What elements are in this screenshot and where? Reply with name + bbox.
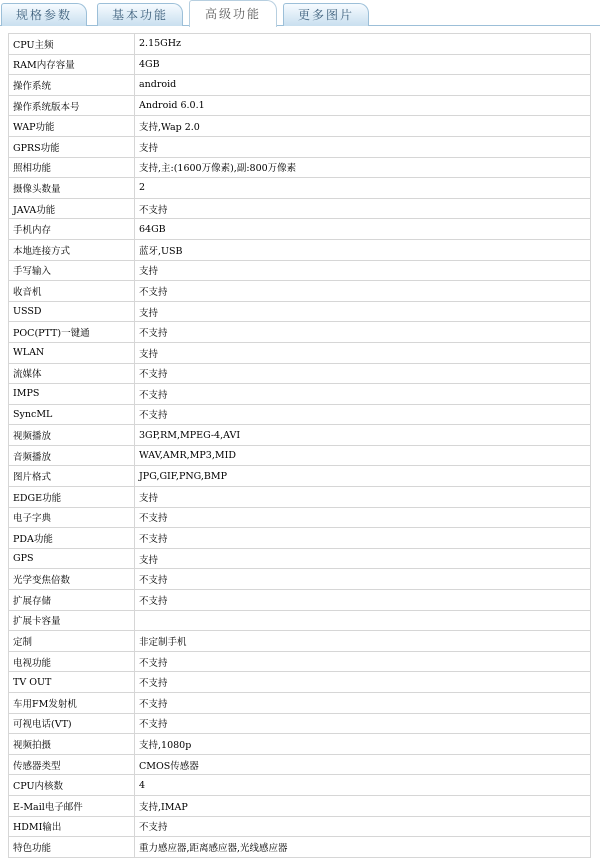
spec-label: 可视电话(VT) [9,713,135,734]
spec-value: 2 [135,178,591,199]
spec-label: 电子字典 [9,507,135,528]
spec-label: USSD [9,301,135,322]
spec-row [9,445,591,466]
tab-bar [0,0,600,30]
spec-value: android [135,75,591,96]
spec-row [9,178,591,199]
spec-value: 支持 [135,301,591,322]
spec-value: 不支持 [135,281,591,302]
spec-value: 不支持 [135,528,591,549]
spec-label: RAM内存容量 [9,54,135,75]
spec-label: 扩展存储 [9,590,135,611]
spec-value: 不支持 [135,198,591,219]
spec-row [9,157,591,178]
spec-row [9,734,591,755]
spec-label: GPS [9,548,135,569]
spec-value: 64GB [135,219,591,240]
spec-row [9,693,591,714]
spec-value: 支持,1080p [135,734,591,755]
spec-row [9,548,591,569]
spec-value: 4 [135,775,591,796]
spec-row [9,384,591,405]
spec-row [9,404,591,425]
spec-row [9,672,591,693]
spec-row [9,487,591,508]
spec-value: 非定制手机 [135,631,591,652]
tab-advanced-functions[interactable]: 高级功能 [189,0,277,27]
spec-value: 支持 [135,548,591,569]
spec-value: 支持 [135,342,591,363]
spec-label: 本地连接方式 [9,239,135,260]
spec-label: 手写输入 [9,260,135,281]
spec-row [9,528,591,549]
spec-row [9,590,591,611]
spec-row [9,507,591,528]
spec-value: 支持,主:(1600万像素),副:800万像素 [135,157,591,178]
spec-value: 不支持 [135,507,591,528]
spec-row [9,837,591,858]
spec-label: 操作系统 [9,75,135,96]
spec-value: 不支持 [135,322,591,343]
spec-label: 操作系统版本号 [9,95,135,116]
spec-label: 扩展卡容量 [9,610,135,631]
spec-row [9,34,591,55]
spec-label: 音频播放 [9,445,135,466]
spec-row [9,342,591,363]
spec-row [9,281,591,302]
spec-row [9,425,591,446]
spec-label: CPU内核数 [9,775,135,796]
spec-row [9,219,591,240]
spec-row [9,610,591,631]
spec-label: 电视功能 [9,651,135,672]
spec-value: 不支持 [135,651,591,672]
spec-row [9,466,591,487]
spec-value: 不支持 [135,384,591,405]
spec-label: 视频播放 [9,425,135,446]
spec-label: E-Mail电子邮件 [9,795,135,816]
spec-value: 支持 [135,487,591,508]
spec-label: HDMI输出 [9,816,135,837]
spec-value: 重力感应器,距离感应器,光线感应器 [135,837,591,858]
spec-value: 蓝牙,USB [135,239,591,260]
spec-value: Android 6.0.1 [135,95,591,116]
tab-specs[interactable]: 规格参数 [1,3,87,26]
spec-value: CMOS传感器 [135,754,591,775]
spec-label: EDGE功能 [9,487,135,508]
spec-label: CPU主频 [9,34,135,55]
spec-row [9,754,591,775]
spec-row [9,795,591,816]
spec-table-body [9,34,591,858]
spec-row [9,631,591,652]
spec-value: 不支持 [135,816,591,837]
spec-value: 不支持 [135,590,591,611]
spec-row [9,75,591,96]
spec-label: 手机内存 [9,219,135,240]
spec-label: WLAN [9,342,135,363]
spec-label: 图片格式 [9,466,135,487]
spec-value: WAV,AMR,MP3,MID [135,445,591,466]
spec-row [9,651,591,672]
spec-row [9,54,591,75]
spec-value: 4GB [135,54,591,75]
spec-value: JPG,GIF,PNG,BMP [135,466,591,487]
spec-row [9,239,591,260]
spec-value: 支持 [135,136,591,157]
spec-label: WAP功能 [9,116,135,137]
spec-row [9,95,591,116]
spec-label: 特色功能 [9,837,135,858]
spec-value: 2.15GHz [135,34,591,55]
spec-value: 不支持 [135,693,591,714]
spec-value: 支持 [135,260,591,281]
spec-label: GPRS功能 [9,136,135,157]
spec-label: IMPS [9,384,135,405]
spec-value: 不支持 [135,363,591,384]
spec-label: 摄像头数量 [9,178,135,199]
spec-row [9,198,591,219]
spec-value: 3GP,RM,MPEG-4,AVI [135,425,591,446]
spec-label: 定制 [9,631,135,652]
spec-row [9,363,591,384]
spec-row [9,136,591,157]
spec-label: 车用FM发射机 [9,693,135,714]
spec-value: 不支持 [135,672,591,693]
spec-value: 不支持 [135,404,591,425]
spec-row [9,322,591,343]
spec-row [9,569,591,590]
spec-label: 流媒体 [9,363,135,384]
spec-label: 传感器类型 [9,754,135,775]
spec-value [135,610,591,631]
tab-basic-functions[interactable]: 基本功能 [97,3,183,26]
spec-value: 不支持 [135,713,591,734]
spec-table [8,33,591,858]
spec-value: 不支持 [135,569,591,590]
spec-value: 支持,Wap 2.0 [135,116,591,137]
spec-label: POC(PTT)一键通 [9,322,135,343]
spec-label: JAVA功能 [9,198,135,219]
spec-label: 收音机 [9,281,135,302]
spec-row [9,116,591,137]
spec-row [9,713,591,734]
spec-row [9,301,591,322]
spec-row [9,816,591,837]
spec-label: 光学变焦倍数 [9,569,135,590]
tab-more-photos[interactable]: 更多图片 [283,3,369,26]
spec-value: 支持,IMAP [135,795,591,816]
spec-label: PDA功能 [9,528,135,549]
spec-row [9,775,591,796]
spec-label: 视频拍摄 [9,734,135,755]
spec-label: TV OUT [9,672,135,693]
spec-label: SyncML [9,404,135,425]
spec-label: 照相功能 [9,157,135,178]
spec-row [9,260,591,281]
